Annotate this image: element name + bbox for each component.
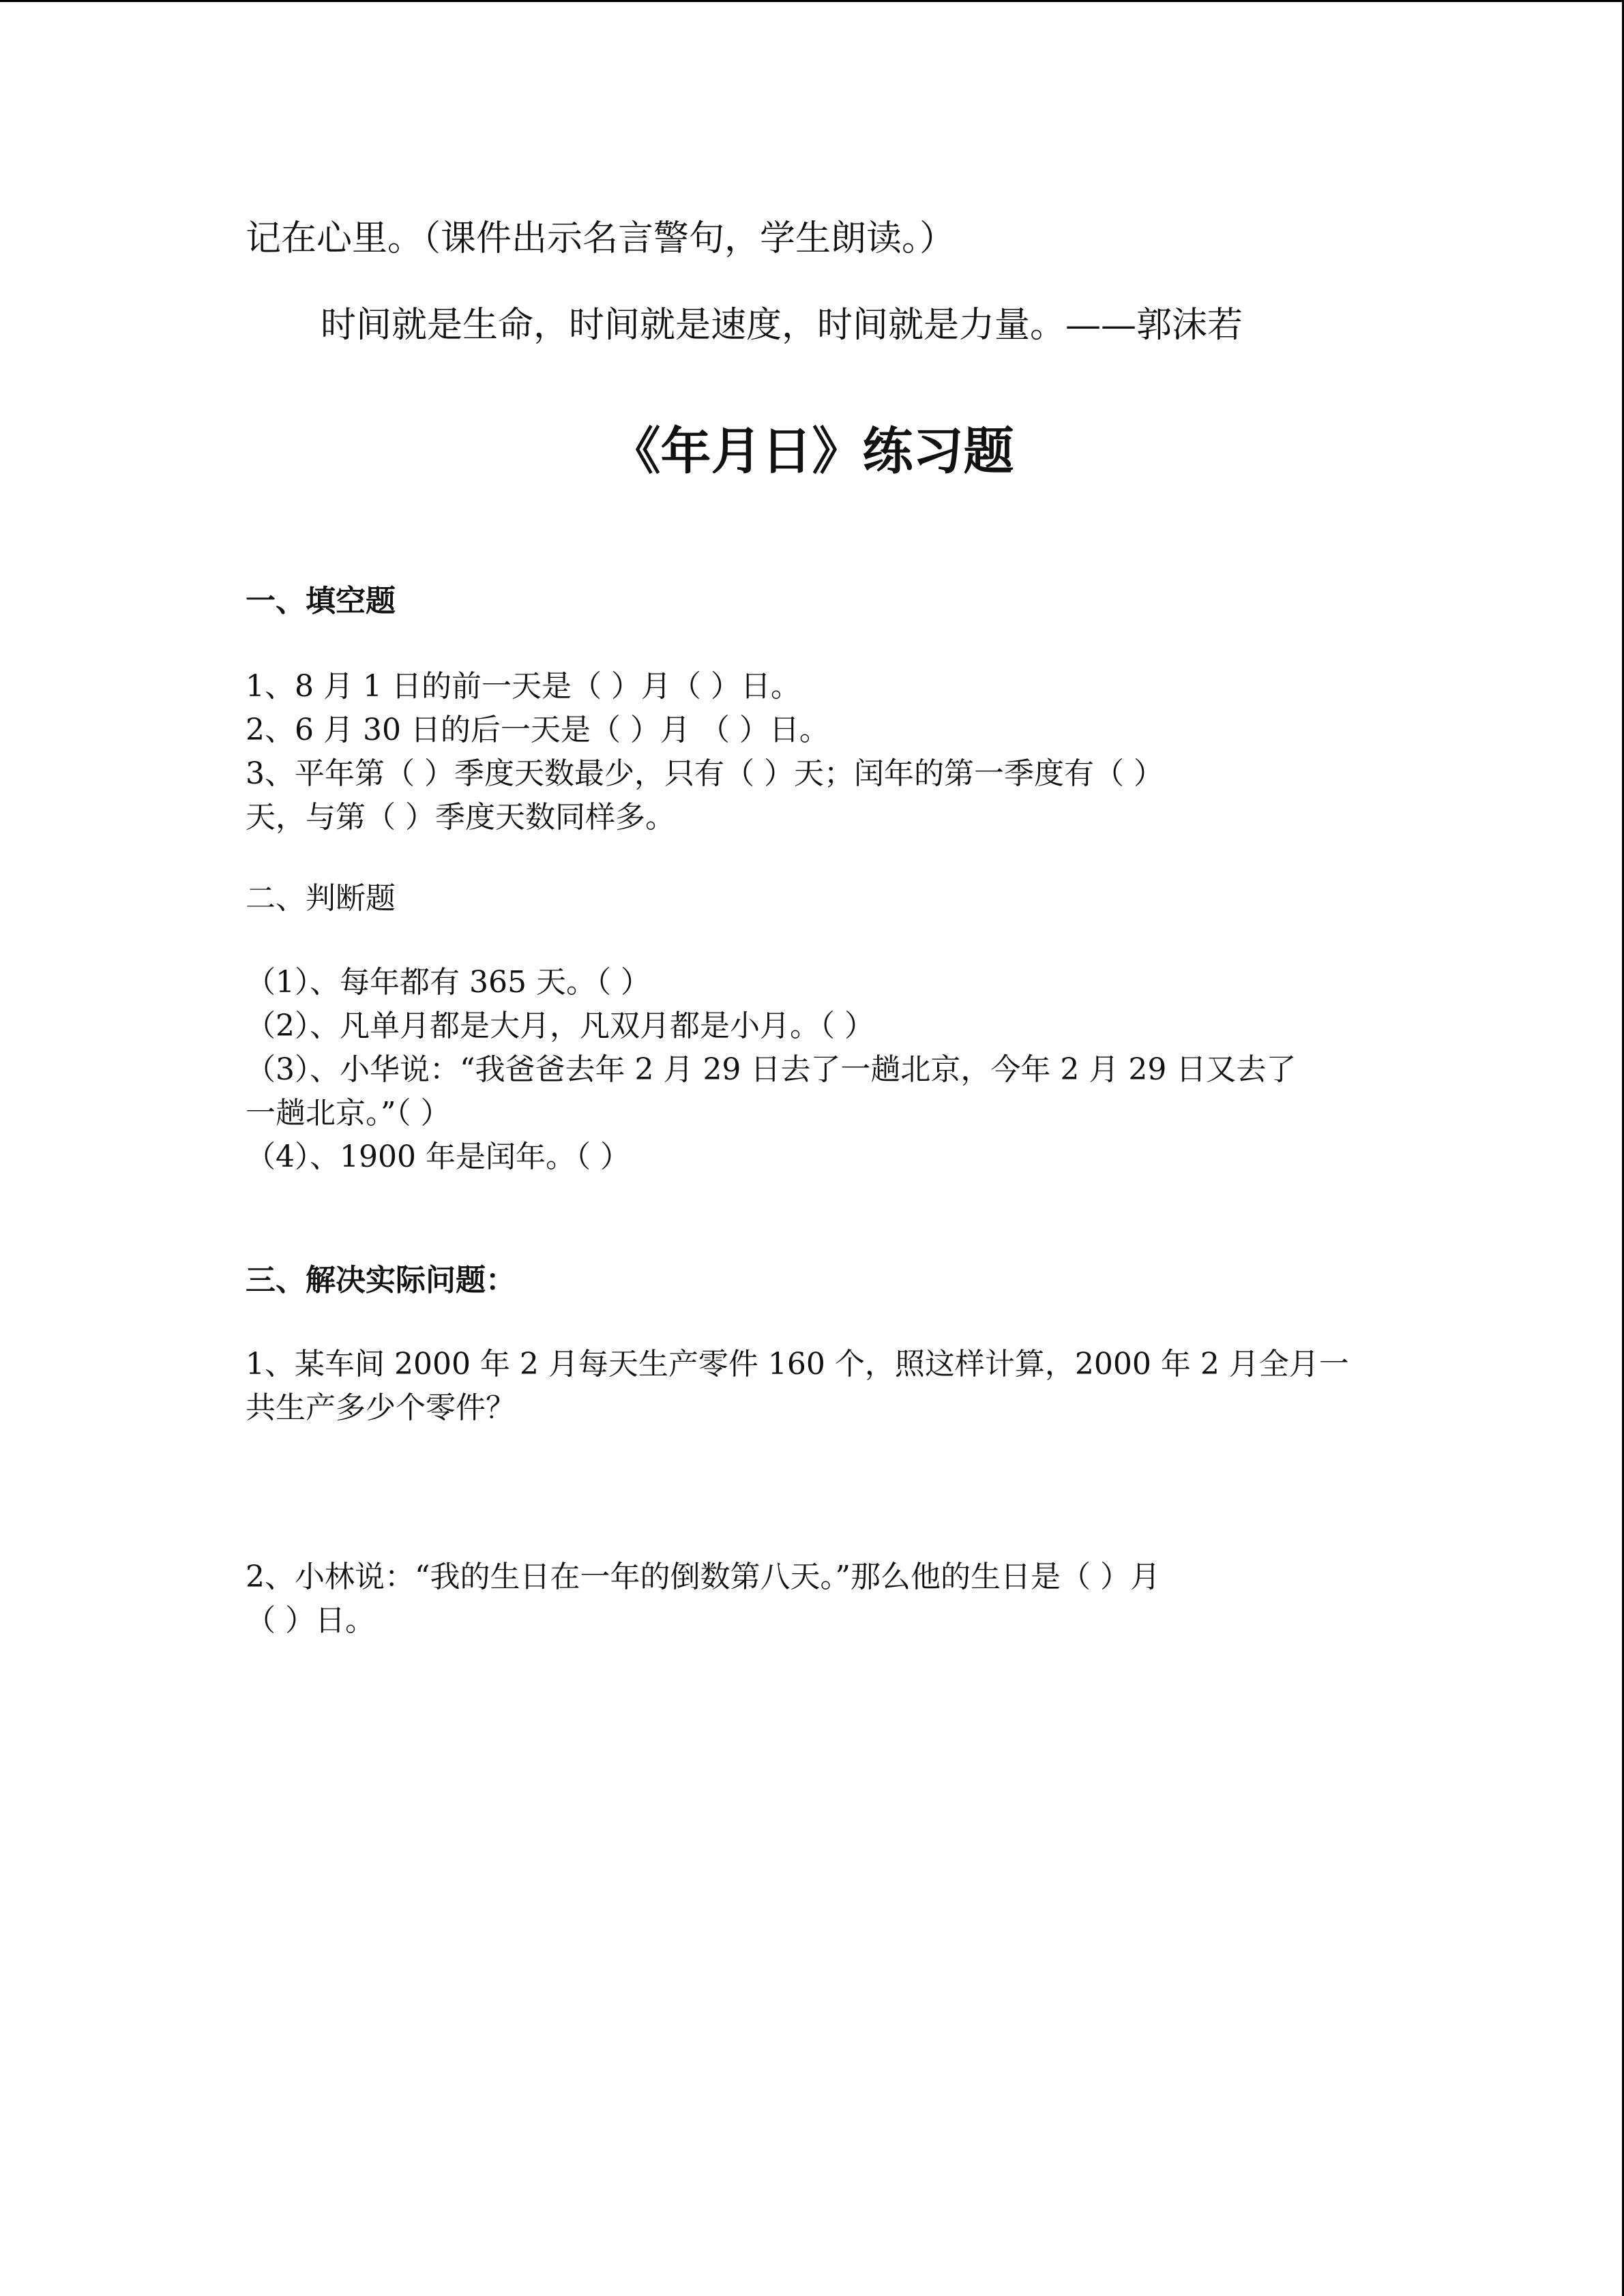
page-title: 《年月日》练习题 [610, 422, 1014, 481]
judgement-item: 一趟北京。”（ ） [246, 1096, 451, 1131]
judgement-item: （1）、每年都有 365 天。（ ） [246, 965, 651, 1000]
section1-heading: 一、填空题 [246, 584, 396, 618]
intro-line: 记在心里。（课件出示名言警句，学生朗读。） [246, 218, 956, 259]
problem-item: 共生产多少个零件？ [246, 1390, 516, 1425]
quote-line: 时间就是生命，时间就是速度，时间就是力量。——郭沫若 [321, 305, 1243, 346]
judgement-item: （4）、1900 年是闰年。（ ） [246, 1139, 630, 1174]
question-item: 3、平年第（ ）季度天数最少，只有（ ）天；闰年的第一季度有（ ） [246, 756, 1164, 791]
problem-item: 1、某车间 2000 年 2 月每天生产零件 160 个，照这样计算，2000 年 2 月全月一 [246, 1347, 1349, 1382]
problem-item: （ ）日。 [246, 1603, 375, 1638]
section3-heading: 三、解决实际问题： [246, 1263, 516, 1298]
question-item: 1、8 月 1 日的前一天是（ ）月（ ）日。 [246, 669, 801, 704]
judgement-item: （3）、小华说：“我爸爸去年 2 月 29 日去了一趟北京，今年 2 月 29 日又去了 [246, 1052, 1297, 1087]
question-item: 天，与第（ ）季度天数同样多。 [246, 800, 675, 835]
judgement-item: （2）、凡单月都是大月，凡双月都是小月。（ ） [246, 1009, 874, 1043]
question-item: 2、6 月 30 日的后一天是（ ）月 （ ）日。 [246, 713, 829, 747]
page-top-border [0, 0, 1624, 2]
section2-heading: 二、判断题 [246, 881, 396, 916]
problem-item: 2、小林说：“我的生日在一年的倒数第八天。”那么他的生日是（ ）月 [246, 1560, 1160, 1594]
